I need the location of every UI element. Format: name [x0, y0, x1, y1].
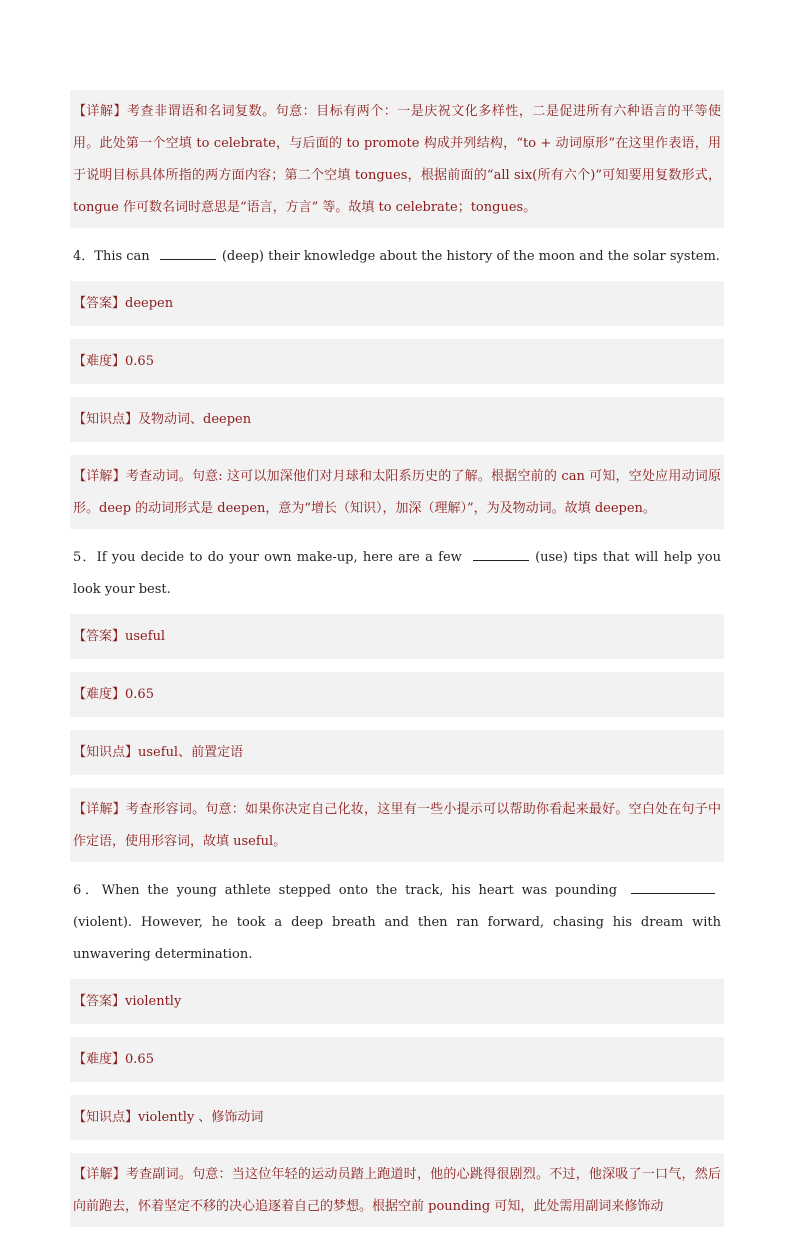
detail-label: 【详解】 — [73, 1167, 126, 1182]
detail-value: 考查形容词。句意：如果你决定自己化妆，这里有一些小提示可以帮助你看起来最好。空白处在句子中作定语，使用形容词，故填 useful。 — [73, 802, 721, 849]
difficulty-value: 0.65 — [125, 687, 154, 702]
knowledge-box — [70, 397, 724, 442]
answer-label: 【答案】 — [73, 629, 126, 644]
answer-box — [70, 614, 724, 659]
knowledge-box — [70, 730, 724, 775]
knowledge-label: 【知识点】 — [73, 745, 139, 760]
difficulty-value: 0.65 — [125, 354, 154, 369]
answer-blank — [631, 879, 715, 894]
detail-box — [70, 1153, 724, 1227]
detail-label: 【详解】 — [73, 802, 126, 817]
detail-value: 考查非谓语和名词复数。句意：目标有两个：一是庆祝文化多样性，二是促进所有六种语言的平等使用。此处第一个空填 to celebrate，与后面的 to promote 构成并列结构，“to + 动词原形”在这里作表语，用于说明目标具体所指的两方面内容；第二个空填 tongues，根据前面的“all six(所有六个)”可知要用复数形式，tongue 作可数名词时意思是“语言，方言” 等。故填 to celebrate；tongues。 — [73, 104, 721, 215]
detail-box — [70, 455, 724, 529]
answer-label: 【答案】 — [73, 994, 126, 1009]
question-stem: 6．When the young athlete stepped onto the track, his heart was pounding — [73, 883, 618, 898]
knowledge-value: violently 、修饰动词 — [138, 1110, 264, 1125]
answer-blank — [160, 245, 216, 260]
document-content — [70, 90, 724, 1240]
detail-box — [70, 90, 724, 228]
difficulty-label: 【难度】 — [73, 687, 126, 702]
answer-box — [70, 281, 724, 326]
question-stem-rest: (deep) their knowledge about the history of the moon and the solar system. — [221, 249, 720, 264]
question-stem: 4．This can — [73, 249, 150, 264]
knowledge-box — [70, 1095, 724, 1140]
difficulty-box — [70, 339, 724, 384]
difficulty-box — [70, 672, 724, 717]
answer-label: 【答案】 — [73, 296, 126, 311]
question-stem-rest: (use) tips that will help you look your best. — [73, 550, 721, 597]
detail-value: 考查动词。句意: 这可以加深他们对月球和太阳系历史的了解。根据空前的 can 可知，空处应用动词原形。deep 的动词形式是 deepen，意为“增长（知识），加深（理解）”，为及物动词。故填 deepen。 — [73, 469, 721, 516]
difficulty-label: 【难度】 — [73, 354, 126, 369]
knowledge-label: 【知识点】 — [73, 412, 139, 427]
answer-blank — [473, 546, 529, 561]
knowledge-value: useful、前置定语 — [138, 745, 244, 760]
question-text — [70, 542, 724, 606]
question-stem-rest: (violent). However, he took a deep breath and then ran forward, chasing his dream with unwavering determination. — [73, 915, 721, 962]
detail-box — [70, 788, 724, 862]
difficulty-label: 【难度】 — [73, 1052, 126, 1067]
answer-value: violently — [125, 994, 182, 1009]
knowledge-label: 【知识点】 — [73, 1110, 139, 1125]
detail-label: 【详解】 — [73, 104, 128, 119]
question-text — [70, 241, 724, 273]
difficulty-box — [70, 1037, 724, 1082]
answer-value: deepen — [125, 296, 174, 311]
detail-label: 【详解】 — [73, 469, 126, 484]
answer-box — [70, 979, 724, 1024]
difficulty-value: 0.65 — [125, 1052, 154, 1067]
answer-value: useful — [125, 629, 166, 644]
question-stem: 5．If you decide to do your own make-up, here are a few — [73, 550, 462, 565]
question-text — [70, 875, 724, 971]
detail-value: 考查副词。句意：当这位年轻的运动员踏上跑道时，他的心跳得很剧烈。不过，他深吸了一口气，然后向前跑去，怀着坚定不移的决心追逐着自己的梦想。根据空前 pounding 可知，此处需用副词来修饰动 — [73, 1167, 721, 1214]
knowledge-value: 及物动词、deepen — [138, 412, 252, 427]
